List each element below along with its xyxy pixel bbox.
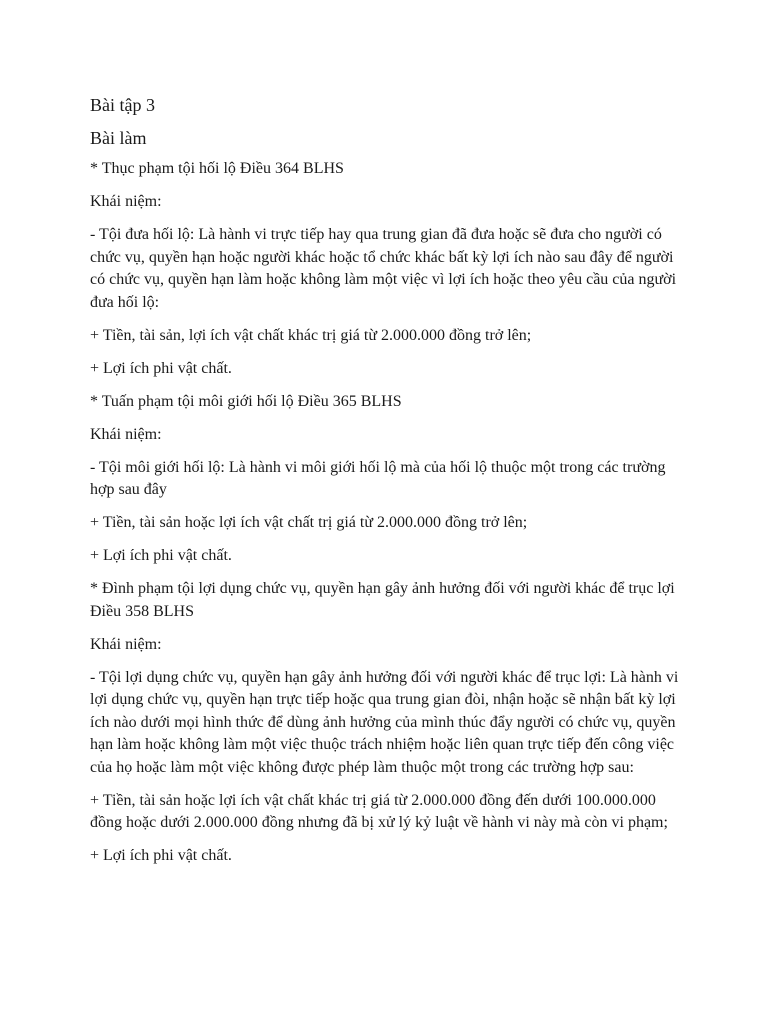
list-item: + Tiền, tài sản hoặc lợi ích vật chất khác trị giá từ 2.000.000 đồng đến dưới 100.000.000 đồng hoặc dưới 2.000.000 đồng nhưng đã bị xử lý kỷ luật về hành vi này mà còn vi phạm; [90, 791, 668, 831]
list-item: + Lợi ích phi vật chất. [90, 547, 232, 564]
section-heading-358: * Đình phạm tội lợi dụng chức vụ, quyền hạn gây ảnh hưởng đối với người khác để trục lợi Điều 358 BLHS [90, 580, 675, 620]
document-body [90, 92, 690, 878]
list-item: + Tiền, tài sản, lợi ích vật chất khác trị giá từ 2.000.000 đồng trở lên; [90, 326, 532, 344]
definition-paragraph: - Tội môi giới hối lộ: Là hành vi môi giới hối lộ mà của hối lộ thuộc một trong các trường hợp sau đây [90, 458, 666, 498]
section-heading-364: * Thục phạm tội hối lộ Điều 364 BLHS [90, 160, 344, 177]
list-item: + Lợi ích phi vật chất. [90, 847, 232, 864]
concept-label: Khái niệm: [90, 193, 162, 210]
list-item: + Lợi ích phi vật chất. [90, 359, 232, 377]
definition-paragraph: - Tội lợi dụng chức vụ, quyền hạn gây ảnh hưởng đối với người khác để trục lợi: Là hành vi lợi dụng chức vụ, quyền hạn trực tiếp hoặc qua trung gian đòi, nhận hoặc sẽ nhận bất kỳ lợi ích nào dưới mọi hình thức để dùng ảnh hưởng của mình thúc đẩy người có chức vụ, quyền hạn làm hoặc không làm một việc thuộc trách nhiệm hoặc liên quan trực tiếp đến công việc của họ hoặc làm một việc không được phép làm thuộc một trong các trường hợp sau: [90, 668, 679, 776]
document-title: Bài tập 3 [90, 95, 155, 115]
list-item: + Tiền, tài sản hoặc lợi ích vật chất trị giá từ 2.000.000 đồng trở lên; [90, 514, 528, 531]
concept-label: Khái niệm: [90, 635, 162, 653]
definition-paragraph: - Tội đưa hối lộ: Là hành vi trực tiếp hay qua trung gian đã đưa hoặc sẽ đưa cho người có chức vụ, quyền hạn hoặc người khác hoặc tổ chức khác bất kỳ lợi ích nào sau đây để người có chức vụ, quyền hạn làm hoặc không làm một việc vì lợi ích hoặc theo yêu cầu của người đưa hối lộ: [90, 226, 677, 311]
concept-label: Khái niệm: [90, 425, 162, 443]
section-heading-365: * Tuấn phạm tội môi giới hối lộ Điều 365 BLHS [90, 392, 402, 410]
document-subtitle: Bài làm [90, 128, 147, 148]
